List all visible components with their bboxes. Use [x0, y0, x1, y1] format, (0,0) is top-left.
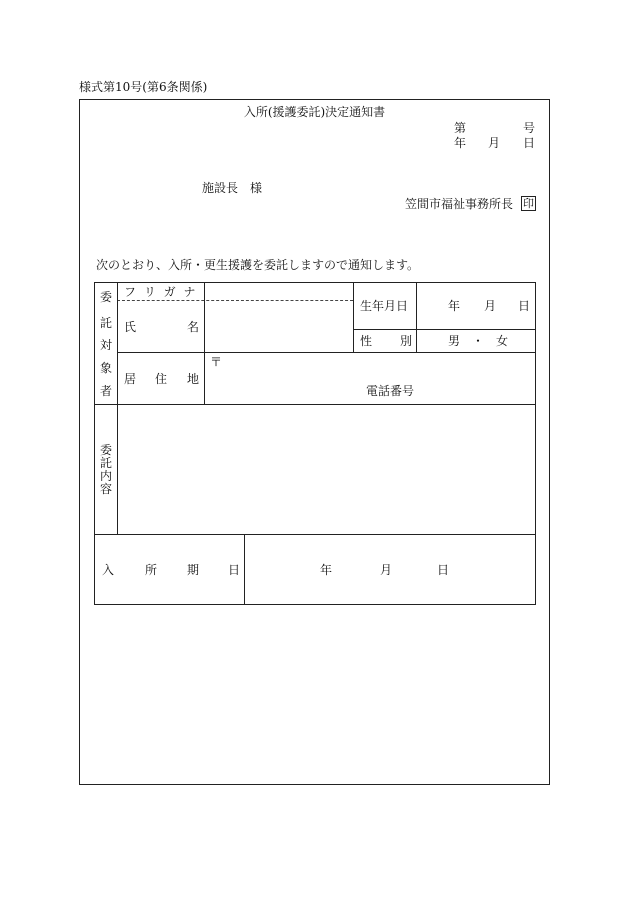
subject-header-char-3: 対 [99, 338, 112, 352]
subject-header-char-4: 象 [99, 361, 112, 375]
address-label-b: 住 [155, 372, 168, 386]
seal-mark: 印 [523, 197, 534, 210]
admission-month: 月 [380, 563, 393, 577]
birthdate-label: 生年月日 [360, 299, 409, 313]
furigana-field[interactable] [205, 283, 352, 300]
subject-header-char-5: 者 [99, 384, 112, 398]
address-label-a: 居 [124, 372, 137, 386]
phone-label: 電話番号 [366, 384, 415, 398]
content-header-char-3: 内 [99, 469, 112, 483]
content-header-char-4: 容 [99, 482, 112, 496]
addressee: 施設長 様 [202, 181, 263, 195]
birth-year: 年 [448, 299, 461, 313]
admission-label-char-2: 所 [145, 563, 158, 577]
admission-day: 日 [437, 563, 450, 577]
date-day: 日 [523, 136, 536, 150]
date-month: 月 [488, 136, 501, 150]
furigana-label: フ リ ガ ナ [124, 285, 198, 299]
content-header-char-2: 託 [99, 456, 112, 470]
doc-number-prefix: 第 [454, 121, 467, 135]
date-year: 年 [454, 136, 467, 150]
gender-options[interactable]: 男 ・ 女 [448, 334, 509, 348]
content-header-char-1: 委 [99, 443, 112, 457]
admission-label-char-4: 日 [228, 563, 241, 577]
content-field[interactable] [118, 405, 535, 534]
doc-number-suffix: 号 [523, 121, 536, 135]
subject-header-char-2: 託 [99, 316, 112, 330]
subject-header-char-1: 委 [99, 290, 112, 304]
name-field[interactable] [205, 301, 352, 352]
document-title: 入所(援護委託)決定通知書 [243, 105, 386, 119]
name-label-b: 名 [187, 320, 200, 334]
sender: 笠間市福祉事務所長 [405, 197, 514, 211]
address-field[interactable] [205, 353, 535, 404]
admission-label-char-1: 入 [102, 563, 115, 577]
address-label-c: 地 [187, 372, 200, 386]
form-number: 様式第10号(第6条関係) [79, 80, 208, 94]
postal-mark: 〒 [210, 355, 223, 369]
gender-label-b: 別 [400, 334, 413, 348]
intro-text: 次のとおり、入所・更生援護を委託しますので通知します。 [96, 258, 420, 272]
name-label-a: 氏 [124, 320, 137, 334]
admission-label-char-3: 期 [187, 563, 200, 577]
gender-label-a: 性 [360, 334, 373, 348]
birth-month: 月 [484, 299, 497, 313]
birth-day: 日 [518, 299, 531, 313]
admission-year: 年 [320, 563, 333, 577]
